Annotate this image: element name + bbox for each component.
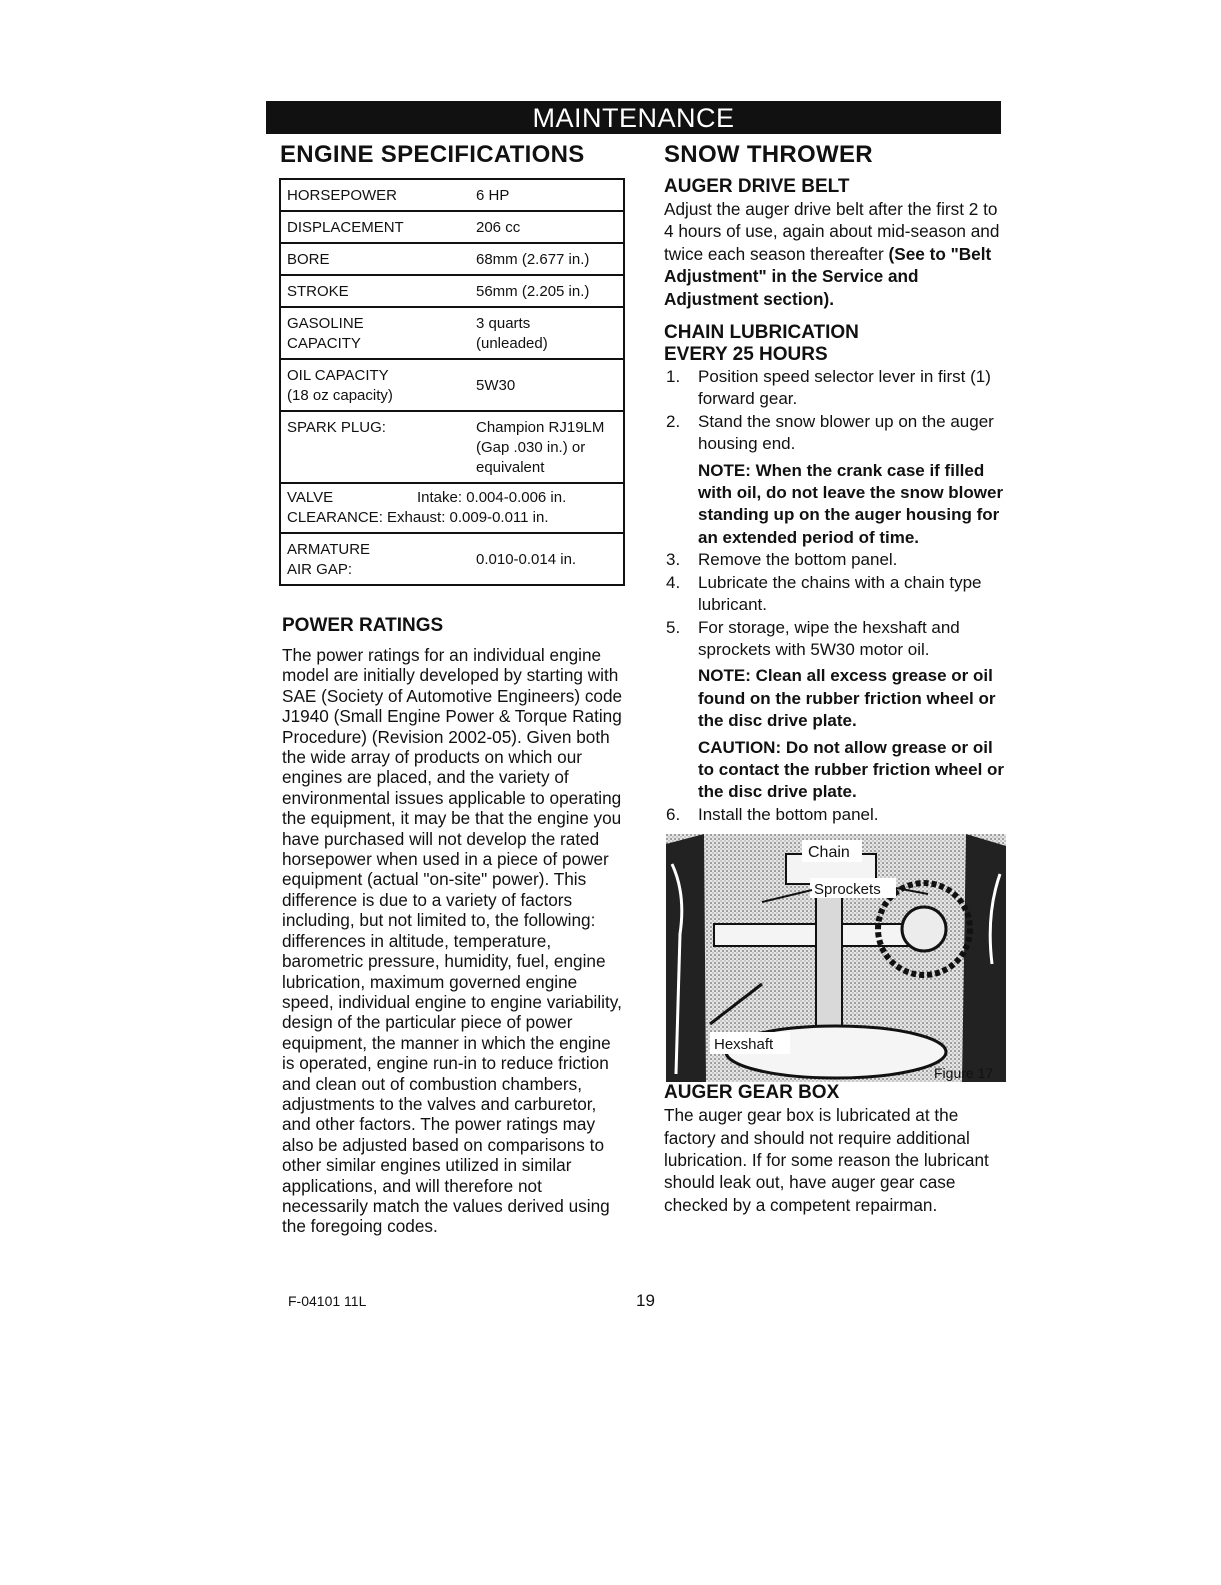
step-number: 2. (666, 411, 681, 431)
section-banner: MAINTENANCE (266, 101, 1001, 134)
auger-gearbox-heading: AUGER GEAR BOX (664, 1082, 840, 1104)
spec-row (281, 534, 623, 584)
list-item (664, 366, 1009, 411)
chain-callout: Chain (808, 844, 850, 862)
spec-label: OIL CAPACITY (18 oz capacity) (287, 367, 393, 404)
spec-row (281, 308, 623, 360)
figure-caption: Figure 17 (934, 1065, 994, 1082)
power-ratings-heading: POWER RATINGS (282, 615, 444, 636)
spec-value: Exhaust: 0.009-0.011 in. (387, 509, 549, 526)
step-number: 3. (666, 550, 681, 570)
list-item (664, 804, 1009, 826)
note-clean-grease: NOTE: Clean all excess grease or oil found on the rubber friction wheel or the disc drive plate. (698, 666, 996, 731)
engine-spec-table (279, 178, 625, 586)
spec-label: ARMATURE AIR GAP: (287, 541, 371, 578)
spec-value: 6 HP (476, 187, 510, 204)
spec-label: VALVE (287, 489, 334, 506)
step-number: 4. (666, 572, 681, 592)
caution-grease: CAUTION: Do not allow grease or oil to contact the rubber friction wheel or the disc drive plate. (698, 737, 1005, 802)
spec-value: 56mm (2.205 in.) (476, 283, 590, 300)
auger-gearbox-text: The auger gear box is lubricated at the factory and should not require additional lubrication. If for some reason the lubricant should leak out, have auger gear case checked by a competent repairman. (664, 1105, 989, 1215)
step-text: Install the bottom panel. (698, 804, 879, 824)
step-text: Remove the bottom panel. (698, 550, 898, 570)
sprockets-callout: Sprockets (814, 881, 881, 899)
step-text: Position speed selector lever in first (1) forward gear. (698, 367, 991, 409)
spec-row (281, 180, 623, 212)
list-item (664, 572, 1009, 617)
spec-row (281, 276, 623, 308)
spec-row-valve (281, 484, 623, 534)
figure-17-illustration (666, 834, 1006, 1082)
spec-value: 206 cc (476, 219, 521, 236)
spec-row (281, 212, 623, 244)
spec-value: 5W30 (476, 377, 516, 394)
spec-label: HORSEPOWER (287, 187, 398, 204)
auger-belt-heading: AUGER DRIVE BELT (664, 176, 850, 197)
page-number: 19 (636, 1291, 655, 1310)
note-crankcase: NOTE: When the crank case if filled with oil, do not leave the snow blower standing up on the auger housing for an extended period of time. (698, 460, 1004, 547)
step-number: 5. (666, 617, 681, 637)
list-item (664, 549, 1009, 571)
spec-label: BORE (287, 251, 330, 268)
chain-lubrication-heading: CHAIN LUBRICATION (664, 322, 859, 344)
auger-belt-body: Adjust the auger drive belt after the first 2 to 4 hours of use, again about mid-season and twice each season thereafter (664, 199, 1000, 264)
list-item (664, 617, 1009, 804)
spec-label: DISPLACEMENT (287, 219, 404, 236)
step-number: 1. (666, 367, 681, 387)
spec-label: STROKE (287, 283, 349, 300)
spec-label: GASOLINE CAPACITY (287, 315, 364, 352)
spec-row (281, 412, 623, 484)
step-text: Stand the snow blower up on the auger housing end. (698, 411, 994, 454)
snow-thrower-heading: SNOW THROWER (664, 141, 873, 168)
list-item (664, 411, 1009, 549)
step-text: Lubricate the chains with a chain type lubricant. (698, 572, 982, 615)
spec-value: 3 quarts (unleaded) (476, 315, 548, 352)
document-code: F-04101 11L (288, 1293, 367, 1309)
snow-thrower-section (664, 176, 1009, 1216)
spec-value: Champion RJ19LM (Gap .030 in.) or equivalent (476, 419, 605, 476)
chain-sprocket-drawing (666, 834, 1006, 1082)
power-ratings-section (282, 615, 627, 1237)
auger-belt-reference: (See to "Belt Adjustment" in the Service and Adjustment section). (664, 243, 992, 309)
spec-label: CLEARANCE: (287, 509, 383, 526)
power-ratings-text: The power ratings for an individual engine model are initially developed by starting with SAE (Society of Automotive Engineers) code J1940 (Small Engine Power & Torque Rating Procedure) (Revision 2002-05). Given both the wide array of products on which our engines are placed, and the variety of environmental issues applicable to operating the equipment, it may be that the engine you have purchased will not develop the rated horsepower when used in a piece of power equipment (actual "on-site" power). This difference is due to a variety of factors including, but not limited to, the following: differences in altitude, temperature, barometric pressure, humidity, fuel, engine lubrication, maximum governed engine speed, individual engine to engine variability, design of the particular piece of power equipment, the manner in which the engine is operated, engine run-in to reduce friction and clean out of combustion chambers, adjustments to the valves and carburetor, and other factors. The power ratings may also be adjusted based on comparisons to other similar engines utilized in similar applications, and will therefore not necessarily match the values derived using the foregoing codes. (282, 645, 623, 1237)
step-text: For storage, wipe the hexshaft and sprockets with 5W30 motor oil. (698, 617, 960, 659)
engine-specs-heading: ENGINE SPECIFICATIONS (280, 141, 585, 168)
spec-row (281, 360, 623, 412)
chain-steps-list (664, 366, 1009, 826)
hexshaft-callout: Hexshaft (714, 1036, 774, 1054)
spec-value: 0.010-0.014 in. (476, 551, 577, 568)
spec-row (281, 244, 623, 276)
step-number: 6. (666, 804, 681, 824)
spec-value: Intake: 0.004-0.006 in. (417, 489, 567, 506)
spec-value: 68mm (2.677 in.) (476, 251, 590, 268)
auger-belt-text (664, 198, 1009, 310)
spec-label: SPARK PLUG: (287, 419, 386, 436)
chain-interval-heading: EVERY 25 HOURS (664, 344, 828, 366)
